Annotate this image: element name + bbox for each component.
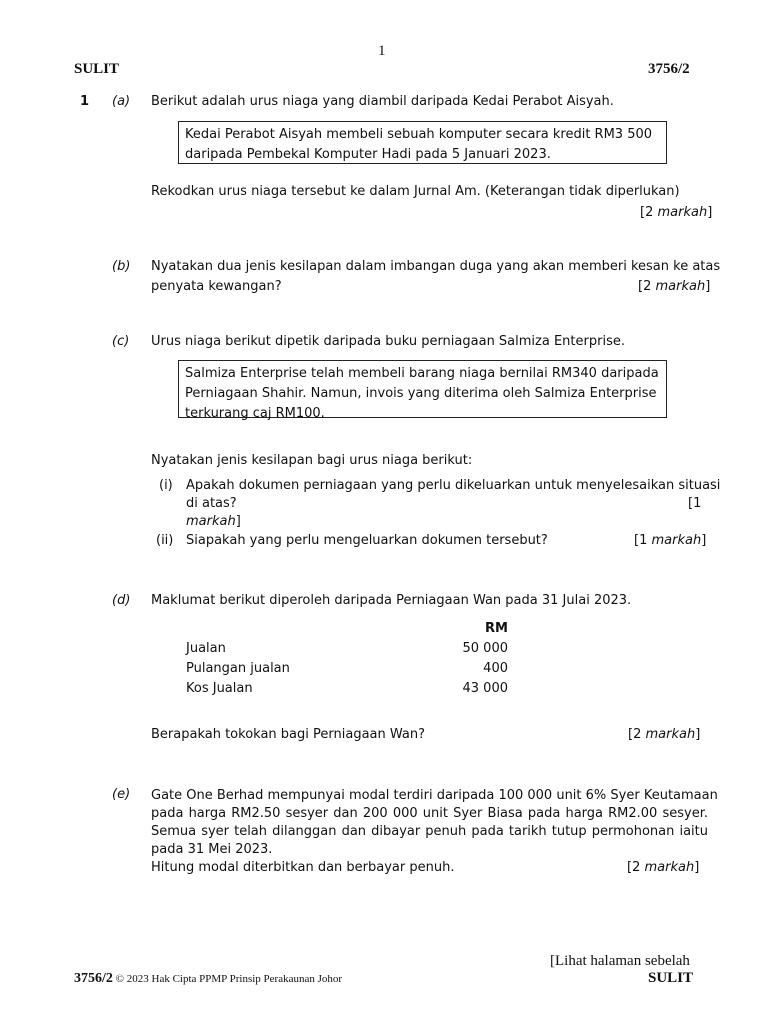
part-c-i-line-2: di atas?: [186, 496, 237, 511]
part-a-box-line-1: Kedai Perabot Aisyah membeli sebuah komputer secara kredit RM3 500: [185, 127, 653, 142]
part-e-marks: [2 markah]: [627, 860, 700, 875]
part-a-transaction-box: [178, 121, 667, 164]
part-d-row-item: Jualan: [186, 641, 226, 656]
part-c-box-line-3: terkurang caj RM100.: [185, 406, 325, 421]
part-e-line-2: pada harga RM2.50 sesyer dan 200 000 unit Syer Biasa pada harga RM2.00 sesyer.: [151, 806, 708, 821]
part-d-question: Berapakah tokokan bagi Perniagaan Wan?: [151, 727, 425, 742]
part-d-row-amount: 43 000: [462, 681, 508, 696]
part-c-i-label: (i): [159, 478, 173, 493]
part-c-box-line-1: Salmiza Enterprise telah membeli barang niaga bernilai RM340 daripada: [185, 366, 659, 381]
part-c-label: (c): [112, 334, 130, 349]
part-b-label: (b): [112, 259, 131, 274]
part-e-label: (e): [112, 787, 131, 802]
part-c-ii-label: (ii): [156, 533, 174, 548]
part-c-ii-marks: [1 markah]: [634, 533, 707, 548]
part-b-line-1: Nyatakan dua jenis kesilapan dalam imbangan duga yang akan memberi kesan ke atas: [151, 259, 721, 274]
header-left-label: SULIT: [74, 61, 120, 77]
part-b-marks: [2 markah]: [638, 279, 711, 294]
part-d-currency-header: RM: [485, 621, 508, 636]
part-d-row-item: Pulangan jualan: [186, 661, 290, 676]
part-d-intro: Maklumat berikut diperoleh daripada Perniagaan Wan pada 31 Julai 2023.: [151, 593, 632, 608]
part-e-line-3: Semua syer telah dilanggan dan dibayar penuh pada tarikh tutup permohonan iaitu: [151, 824, 708, 839]
part-d-row-amount: 50 000: [462, 641, 508, 656]
page-number: 1: [378, 43, 386, 59]
part-c-intro: Urus niaga berikut dipetik daripada buku perniagaan Salmiza Enterprise.: [151, 334, 625, 349]
footer-copyright: © 2023 Hak Cipta PPMP Prinsip Perakaunan Johor: [112, 973, 343, 985]
part-a-marks: [2 markah]: [640, 205, 713, 220]
part-b-line-2: penyata kewangan?: [151, 279, 282, 294]
part-c-box-line-2: Perniagaan Shahir. Namun, invois yang diterima oleh Salmiza Enterprise: [185, 386, 657, 401]
part-c-transaction-box: [178, 360, 667, 421]
part-d-marks: [2 markah]: [628, 727, 701, 742]
part-d-label: (d): [112, 593, 131, 608]
part-d-row-item: Kos Jualan: [186, 681, 253, 696]
footer-next-page: [Lihat halaman sebelah: [550, 953, 690, 969]
part-e-last-line: Hitung modal diterbitkan dan berbayar penuh.: [151, 860, 455, 875]
part-d-row-amount: 400: [483, 661, 508, 676]
part-c-i-marks-open: [1: [688, 496, 702, 511]
footer-right-label: SULIT: [648, 970, 694, 986]
part-e-paragraph: [151, 787, 718, 859]
part-a-label: (a): [112, 94, 131, 109]
part-a-box-line-2: daripada Pembekal Komputer Hadi pada 5 Januari 2023.: [185, 147, 551, 162]
part-c-i-marks: markah]: [186, 514, 241, 529]
part-a-instruction: Rekodkan urus niaga tersebut ke dalam Jurnal Am. (Keterangan tidak diperlukan): [151, 184, 680, 199]
header-right-code: 3756/2: [648, 61, 690, 77]
part-c-i-line-1: Apakah dokumen perniagaan yang perlu dikeluarkan untuk menyelesaikan situasi: [186, 478, 721, 493]
footer-copyright-line: [74, 971, 342, 987]
part-e-line-4: pada 31 Mei 2023.: [151, 842, 273, 857]
part-c-instruction: Nyatakan jenis kesilapan bagi urus niaga berikut:: [151, 453, 473, 468]
footer-code: 3756/2: [74, 971, 113, 986]
part-e-line-1: Gate One Berhad mempunyai modal terdiri daripada 100 000 unit 6% Syer Keutamaan: [151, 788, 718, 803]
question-number: 1: [80, 94, 90, 109]
part-a-intro: Berikut adalah urus niaga yang diambil daripada Kedai Perabot Aisyah.: [151, 94, 614, 109]
part-c-ii-text: Siapakah yang perlu mengeluarkan dokumen tersebut?: [186, 533, 548, 548]
